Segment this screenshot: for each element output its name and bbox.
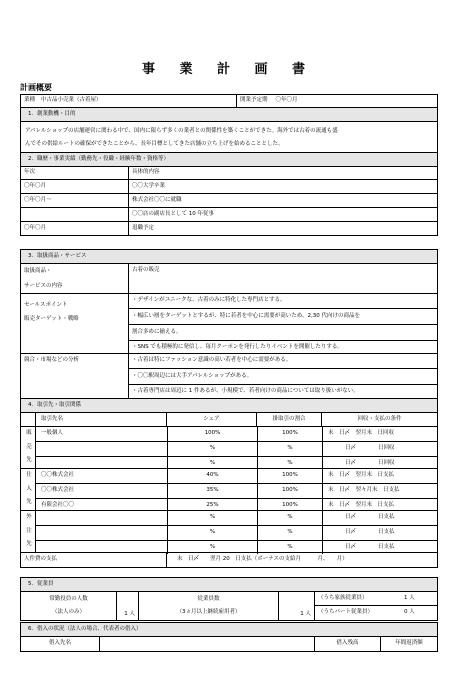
group-label: 売 (26, 443, 32, 450)
trading-row: 〇〇株式会社 35% 100% 末 日〆 翌々月末 日支払 (36, 484, 437, 499)
exec-label-1: 常勤役員の人数 (49, 596, 88, 602)
group-label: 外 (26, 514, 32, 521)
outsource-group (21, 511, 437, 553)
trading-row: 〇〇株式会社 40% 100% 末 日〆 翌月末 日支払 (36, 469, 437, 484)
target-value-2: 割合多めに揃える。 (129, 325, 437, 341)
staff-label-1: 従業員数 (197, 596, 220, 602)
market-value-2: ・〇〇駅周辺には大手アパレルショップがある。 (129, 369, 437, 385)
target-value-3: ・SNS でも積極的に発信し、毎月クーポンを発行したりイベントを開催したりする。 (132, 344, 343, 351)
borrowings-header: 6．借入の状況（法人の場合、代表者の借入） (21, 623, 437, 637)
family-value: 1 人 (404, 594, 415, 601)
motivation-line-2: んでその供給ルートの確保ができたことから、長年目標としてきた店舗の立ち上げを始めることとした。 (25, 141, 284, 147)
part-value: 0 人 (404, 609, 415, 616)
exec-label-2: （法人のみ） (51, 609, 85, 615)
selling-label: セールスポイント (24, 302, 68, 308)
trading-row: % % 日〆 日支払 (36, 541, 437, 554)
business-label: 業種 (24, 97, 36, 104)
career-row: 〇年〇月～ 株式会社〇〇に就職 (21, 194, 437, 208)
sales-group (21, 427, 437, 469)
group-label: 入 (26, 485, 32, 492)
plan-overview-block-1 (20, 94, 438, 236)
products-label-1: 取扱商品・ (24, 267, 52, 274)
group-label: 注 (26, 527, 32, 534)
employees-block (20, 577, 438, 621)
group-label: 仕 (26, 472, 32, 479)
trading-columns: 取引先名 シェア 掛取引の割合 回収・支払の条件 (21, 413, 437, 427)
supplier-group (21, 469, 437, 511)
payroll-value: 末 日〆 翌月 20 日支払（ボーナスの支給月 月、 月） (166, 553, 437, 567)
group-label: 販 (26, 430, 32, 437)
products-header: 3．取扱商品・サービス (21, 250, 437, 264)
trading-row: 一般個人 100% 100% 末 日〆 翌月末 日回収 (36, 427, 437, 442)
selling-target-row (21, 294, 437, 354)
opening-value: 〇年〇月 (275, 97, 298, 104)
borrowings-columns: 借入先名 借入残高 年間返済額 (21, 637, 437, 651)
products-value: 古着の販売 (128, 264, 437, 293)
target-value-1: ・幅広い層をターゲットとするが、特に若者を中心に需要が高いため、2,30 代向けの商品を (129, 309, 437, 325)
group-label: 先 (26, 499, 32, 506)
market-value-3: ・古着専門店は周辺に 1 件あるが、小規模で、若者向けの商品については取り扱いがない。 (132, 387, 359, 394)
market-value-1: ・古着は特にファッション意識の高い若者を中心に需要がある。 (129, 354, 437, 369)
trading-row: % % 日〆 日回収 (36, 457, 437, 470)
market-row (21, 354, 437, 398)
trading-block (20, 398, 438, 568)
trading-row: % % 日〆 日支払 (36, 526, 437, 541)
business-value: 中古品小売業（古着屋） (41, 97, 102, 104)
staff-value: 1 人 (278, 592, 314, 620)
document-title: 事 業 計 画 書 (141, 62, 316, 77)
section-heading: 計画概要 (20, 83, 52, 92)
part-label: （うちパート従業員） (318, 609, 374, 616)
career-columns: 年次 具体的内容 (21, 167, 437, 180)
group-label: 先 (26, 457, 32, 464)
employees-header: 5．従業員 (21, 578, 437, 592)
trading-header: 4．取引先・取引関係 (21, 399, 437, 413)
payroll-row (21, 553, 437, 567)
employees-row (21, 592, 437, 620)
trading-row: 有限会社〇〇 25% 100% 末 日〆 翌月末 日支払 (36, 499, 437, 512)
staff-label-2: （3ヵ月以上継続雇用者） (176, 609, 241, 615)
career-row: 〇年〇月 退職予定 (21, 222, 437, 235)
trading-row: % % 日〆 日支払 (36, 511, 437, 526)
business-row (21, 95, 437, 108)
career-row: 〇年〇月 〇〇大学卒業 (21, 180, 437, 194)
products-row (21, 264, 437, 294)
selling-value: ・デザインがユニークな、古着のみに特化した専門店とする。 (129, 294, 437, 309)
products-label-2: サービスの内容 (24, 282, 63, 289)
career-row: 〇〇店の副店長として 10 年従事 (21, 208, 437, 222)
payroll-label: 人件費の支払 (24, 556, 58, 563)
family-label: （うち家族従業員） (318, 594, 368, 601)
motivation-header: 1．創業動機・目的 (21, 108, 437, 122)
borrowings-block (20, 622, 438, 652)
target-label: 販売ターゲット・戦略 (24, 316, 79, 322)
career-header: 2．職歴・事業実績（勤務先・役職・経験年数・資格等） (21, 153, 437, 167)
products-block (20, 249, 438, 399)
opening-label: 開業予定期 (240, 97, 268, 104)
market-label: 競合・市場などの分析 (24, 357, 80, 363)
motivation-line-1: アパレルショップの店舗運営に関わる中で、国内に限らず多くの業者との関係性を築くことができた。海外では古着の流通も盛 (25, 128, 338, 134)
motivation-text (21, 122, 437, 153)
group-label: 先 (26, 541, 32, 548)
trading-row: % % 日〆 日回収 (36, 442, 437, 457)
exec-value: 1 人 (116, 592, 138, 620)
